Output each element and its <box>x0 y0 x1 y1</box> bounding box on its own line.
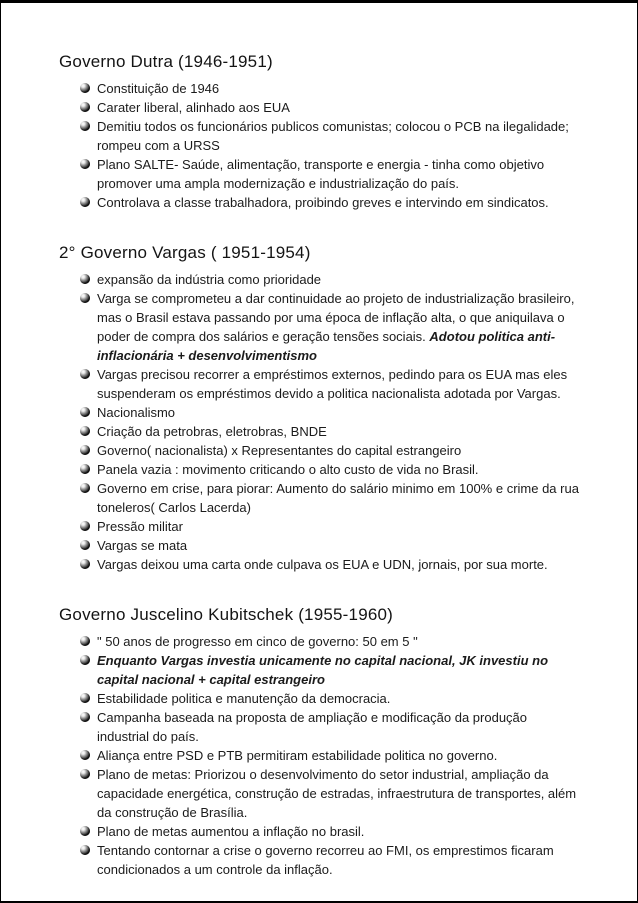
sphere-bullet-icon <box>80 159 90 169</box>
list-item <box>80 365 581 403</box>
list-item <box>80 555 581 574</box>
sphere-bullet-icon <box>80 426 90 436</box>
text-run: Vargas deixou uma carta onde culpava os EUA e UDN, jornais, por sua morte. <box>97 557 548 572</box>
text-run: Governo( nacionalista) x Representantes do capital estrangeiro <box>97 443 462 458</box>
list-item <box>80 289 581 365</box>
item-text <box>97 708 581 746</box>
item-text <box>97 98 581 117</box>
sphere-bullet-icon <box>80 521 90 531</box>
text-run: Panela vazia : movimento criticando o alto custo de vida no Brasil. <box>97 462 479 477</box>
sphere-bullet-icon <box>80 750 90 760</box>
item-text <box>97 365 581 403</box>
section-title: 2° Governo Vargas ( 1951-1954) <box>59 243 311 262</box>
sphere-bullet-icon <box>80 102 90 112</box>
text-run: Governo em crise, para piorar: Aumento do salário minimo em 100% e crime da rua toneleros( Carlos Lacerda) <box>97 481 583 515</box>
item-text <box>97 632 581 651</box>
sphere-bullet-icon <box>80 197 90 207</box>
text-run: Aliança entre PSD e PTB permitiram estabilidade politica no governo. <box>97 748 498 763</box>
list-item <box>80 841 581 879</box>
text-run: " 50 anos de progresso em cinco de governo: 50 em 5 " <box>97 634 418 649</box>
sphere-bullet-icon <box>80 712 90 722</box>
item-text <box>97 422 581 441</box>
section <box>59 51 581 212</box>
text-run: Varga se comprometeu a dar continuidade ao projeto de industrialização brasileiro, mas o Brasil estava passando por uma época de inflação alta, o que aniquilava o poder de compra dos salários e geração tensões sociais. <box>97 291 582 344</box>
bullet-list <box>59 270 581 574</box>
item-text <box>97 403 581 422</box>
sphere-bullet-icon <box>80 655 90 665</box>
item-text <box>97 479 581 517</box>
item-text <box>97 651 581 689</box>
list-item <box>80 651 581 689</box>
text-run: Plano SALTE- Saúde, alimentação, transporte e energia - tinha como objetivo promover uma ampla modernização e industrialização do país. <box>97 157 548 191</box>
sphere-bullet-icon <box>80 826 90 836</box>
item-text <box>97 746 581 765</box>
text-run: Pressão militar <box>97 519 183 534</box>
text-run: expansão da indústria como prioridade <box>97 272 322 287</box>
text-run: Carater liberal, alinhado aos EUA <box>97 100 290 115</box>
item-text <box>97 193 581 212</box>
text-run: Criação da petrobras, eletrobras, BNDE <box>97 424 327 439</box>
bullet-list <box>59 632 581 879</box>
list-item <box>80 708 581 746</box>
sphere-bullet-icon <box>80 693 90 703</box>
sphere-bullet-icon <box>80 636 90 646</box>
list-item <box>80 441 581 460</box>
item-text <box>97 536 581 555</box>
sphere-bullet-icon <box>80 769 90 779</box>
sphere-bullet-icon <box>80 369 90 379</box>
item-text <box>97 689 581 708</box>
item-text <box>97 841 581 879</box>
section-title: Governo Dutra (1946-1951) <box>59 52 273 71</box>
sphere-bullet-icon <box>80 293 90 303</box>
sphere-bullet-icon <box>80 121 90 131</box>
text-run: Plano de metas aumentou a inflação no brasil. <box>97 824 365 839</box>
text-run: Tentando contornar a crise o governo recorreu ao FMI, os emprestimos ficaram condicionados a um controle da inflação. <box>97 843 558 877</box>
list-item <box>80 746 581 765</box>
text-run: Vargas se mata <box>97 538 188 553</box>
list-item <box>80 193 581 212</box>
list-item <box>80 79 581 98</box>
text-run: Nacionalismo <box>97 405 176 420</box>
list-item <box>80 117 581 155</box>
item-text <box>97 441 581 460</box>
sections-container <box>59 51 581 879</box>
item-text <box>97 460 581 479</box>
list-item <box>80 632 581 651</box>
sphere-bullet-icon <box>80 540 90 550</box>
item-text <box>97 270 581 289</box>
sphere-bullet-icon <box>80 559 90 569</box>
item-text <box>97 822 581 841</box>
list-item <box>80 403 581 422</box>
list-item <box>80 460 581 479</box>
list-item <box>80 98 581 117</box>
text-run: Vargas precisou recorrer a empréstimos externos, pedindo para os EUA mas eles suspenderam os empréstimos devido a politica nacionalista adotada por Vargas. <box>97 367 571 401</box>
item-text <box>97 517 581 536</box>
item-text <box>97 117 581 155</box>
list-item <box>80 479 581 517</box>
text-run-emphasis: Adotou politica anti-inflacionária + desenvolvimentismo <box>97 329 556 363</box>
bullet-list <box>59 79 581 212</box>
item-text <box>97 155 581 193</box>
text-run: Constituição de 1946 <box>97 81 220 96</box>
list-item <box>80 822 581 841</box>
item-text <box>97 79 581 98</box>
text-run: Plano de metas: Priorizou o desenvolvimento do setor industrial, ampliação da capacidade energética, construção de estradas, infraestrutura de transportes, além da construção de Brasília. <box>97 767 580 820</box>
list-item <box>80 517 581 536</box>
section-title: Governo Juscelino Kubitschek (1955-1960) <box>59 605 394 624</box>
list-item <box>80 536 581 555</box>
item-text <box>97 289 581 365</box>
sphere-bullet-icon <box>80 845 90 855</box>
list-item <box>80 765 581 822</box>
list-item <box>80 422 581 441</box>
item-text <box>97 555 581 574</box>
section <box>59 604 581 879</box>
list-item <box>80 689 581 708</box>
list-item <box>80 155 581 193</box>
sphere-bullet-icon <box>80 483 90 493</box>
section <box>59 242 581 574</box>
sphere-bullet-icon <box>80 464 90 474</box>
sphere-bullet-icon <box>80 274 90 284</box>
sphere-bullet-icon <box>80 407 90 417</box>
text-run: Demitiu todos os funcionários publicos comunistas; colocou o PCB na ilegalidade; rompeu com a URSS <box>97 119 573 153</box>
text-run: Controlava a classe trabalhadora, proibindo greves e intervindo em sindicatos. <box>97 195 549 210</box>
text-run-emphasis: Enquanto Vargas investia unicamente no capital nacional, JK investiu no capital nacional + capital estrangeiro <box>97 653 552 687</box>
sphere-bullet-icon <box>80 445 90 455</box>
sphere-bullet-icon <box>80 83 90 93</box>
item-text <box>97 765 581 822</box>
text-run: Campanha baseada na proposta de ampliação e modificação da produção industrial do país. <box>97 710 531 744</box>
list-item <box>80 270 581 289</box>
text-run: Estabilidade politica e manutenção da democracia. <box>97 691 391 706</box>
